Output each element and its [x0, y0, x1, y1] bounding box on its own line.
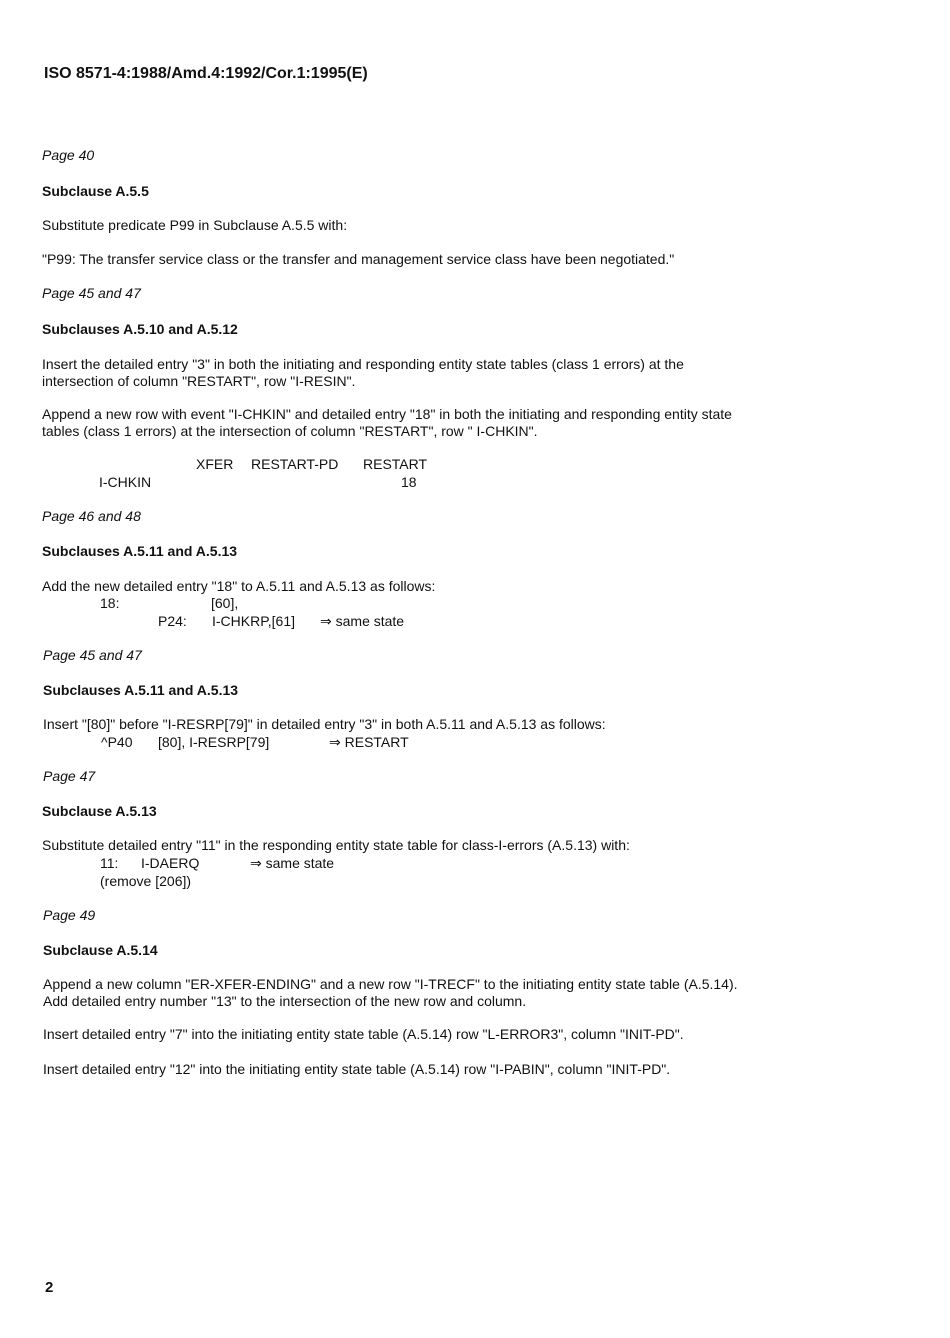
paragraph: Insert detailed entry "7" into the initiating entity state table (A.5.14) row "L-ERROR3", column "INIT-PD". — [43, 1026, 684, 1042]
paragraph: Substitute predicate P99 in Subclause A.5.5 with: — [42, 217, 348, 233]
page-reference: Page 40 — [42, 147, 95, 163]
entry-value: [60], — [211, 595, 239, 611]
table-column-header: RESTART — [363, 456, 428, 472]
page-reference: Page 47 — [43, 768, 96, 784]
page-number: 2 — [45, 1279, 54, 1296]
paragraph: tables (class 1 errors) at the intersection of column "RESTART", row " I-CHKIN". — [42, 423, 538, 439]
entry-result: ⇒ RESTART — [329, 734, 409, 750]
subclause-heading: Subclause A.5.5 — [42, 183, 149, 199]
entry-predicate: ^P40 — [101, 734, 133, 750]
entry-action: [80], I-RESRP[79] — [158, 734, 270, 750]
entry-action: I-DAERQ — [141, 855, 200, 871]
table-column-header: XFER — [196, 456, 234, 472]
subclause-heading: Subclauses A.5.11 and A.5.13 — [43, 682, 239, 698]
subclause-heading: Subclauses A.5.11 and A.5.13 — [42, 543, 238, 559]
table-cell: 18 — [401, 474, 417, 490]
entry-number: 18: — [100, 595, 120, 611]
page-reference: Page 45 and 47 — [42, 285, 141, 301]
page-reference: Page 45 and 47 — [43, 647, 142, 663]
paragraph: Add detailed entry number "13" to the intersection of the new row and column. — [43, 993, 527, 1009]
subclause-heading: Subclause A.5.13 — [42, 803, 157, 819]
paragraph: "P99: The transfer service class or the transfer and management service class have been negotiated." — [42, 251, 675, 267]
entry-number: 11: — [100, 855, 119, 871]
entry-action: I-CHKRP,[61] — [212, 613, 295, 629]
page-reference: Page 46 and 48 — [42, 508, 141, 524]
paragraph: Add the new detailed entry "18" to A.5.11 and A.5.13 as follows: — [42, 578, 436, 594]
table-row-label: I-CHKIN — [99, 474, 152, 490]
paragraph: Append a new row with event "I-CHKIN" and detailed entry "18" in both the initiating and responding entity state — [42, 406, 732, 422]
paragraph: Insert the detailed entry "3" in both the initiating and responding entity state tables (class 1 errors) at the — [42, 356, 684, 372]
page-reference: Page 49 — [43, 907, 96, 923]
paragraph: Insert "[80]" before "I-RESRP[79]" in detailed entry "3" in both A.5.11 and A.5.13 as follows: — [43, 716, 606, 732]
paragraph: intersection of column "RESTART", row "I-RESIN". — [42, 373, 356, 389]
entry-result: ⇒ same state — [250, 855, 335, 871]
paragraph: Insert detailed entry "12" into the initiating entity state table (A.5.14) row "I-PABIN", column "INIT-PD". — [43, 1061, 671, 1077]
document-header: ISO 8571-4:1988/Amd.4:1992/Cor.1:1995(E) — [44, 65, 368, 82]
subclause-heading: Subclause A.5.14 — [43, 942, 158, 958]
entry-note: (remove [206]) — [100, 873, 192, 889]
subclause-heading: Subclauses A.5.10 and A.5.12 — [42, 321, 238, 337]
paragraph: Substitute detailed entry "11" in the responding entity state table for class-I-errors (A.5.13) with: — [42, 837, 630, 853]
paragraph: Append a new column "ER-XFER-ENDING" and a new row "I-TRECF" to the initiating entity state table (A.5.14). — [43, 976, 738, 992]
table-column-header: RESTART-PD — [251, 456, 339, 472]
entry-predicate: P24: — [158, 613, 187, 629]
entry-result: ⇒ same state — [320, 613, 405, 629]
